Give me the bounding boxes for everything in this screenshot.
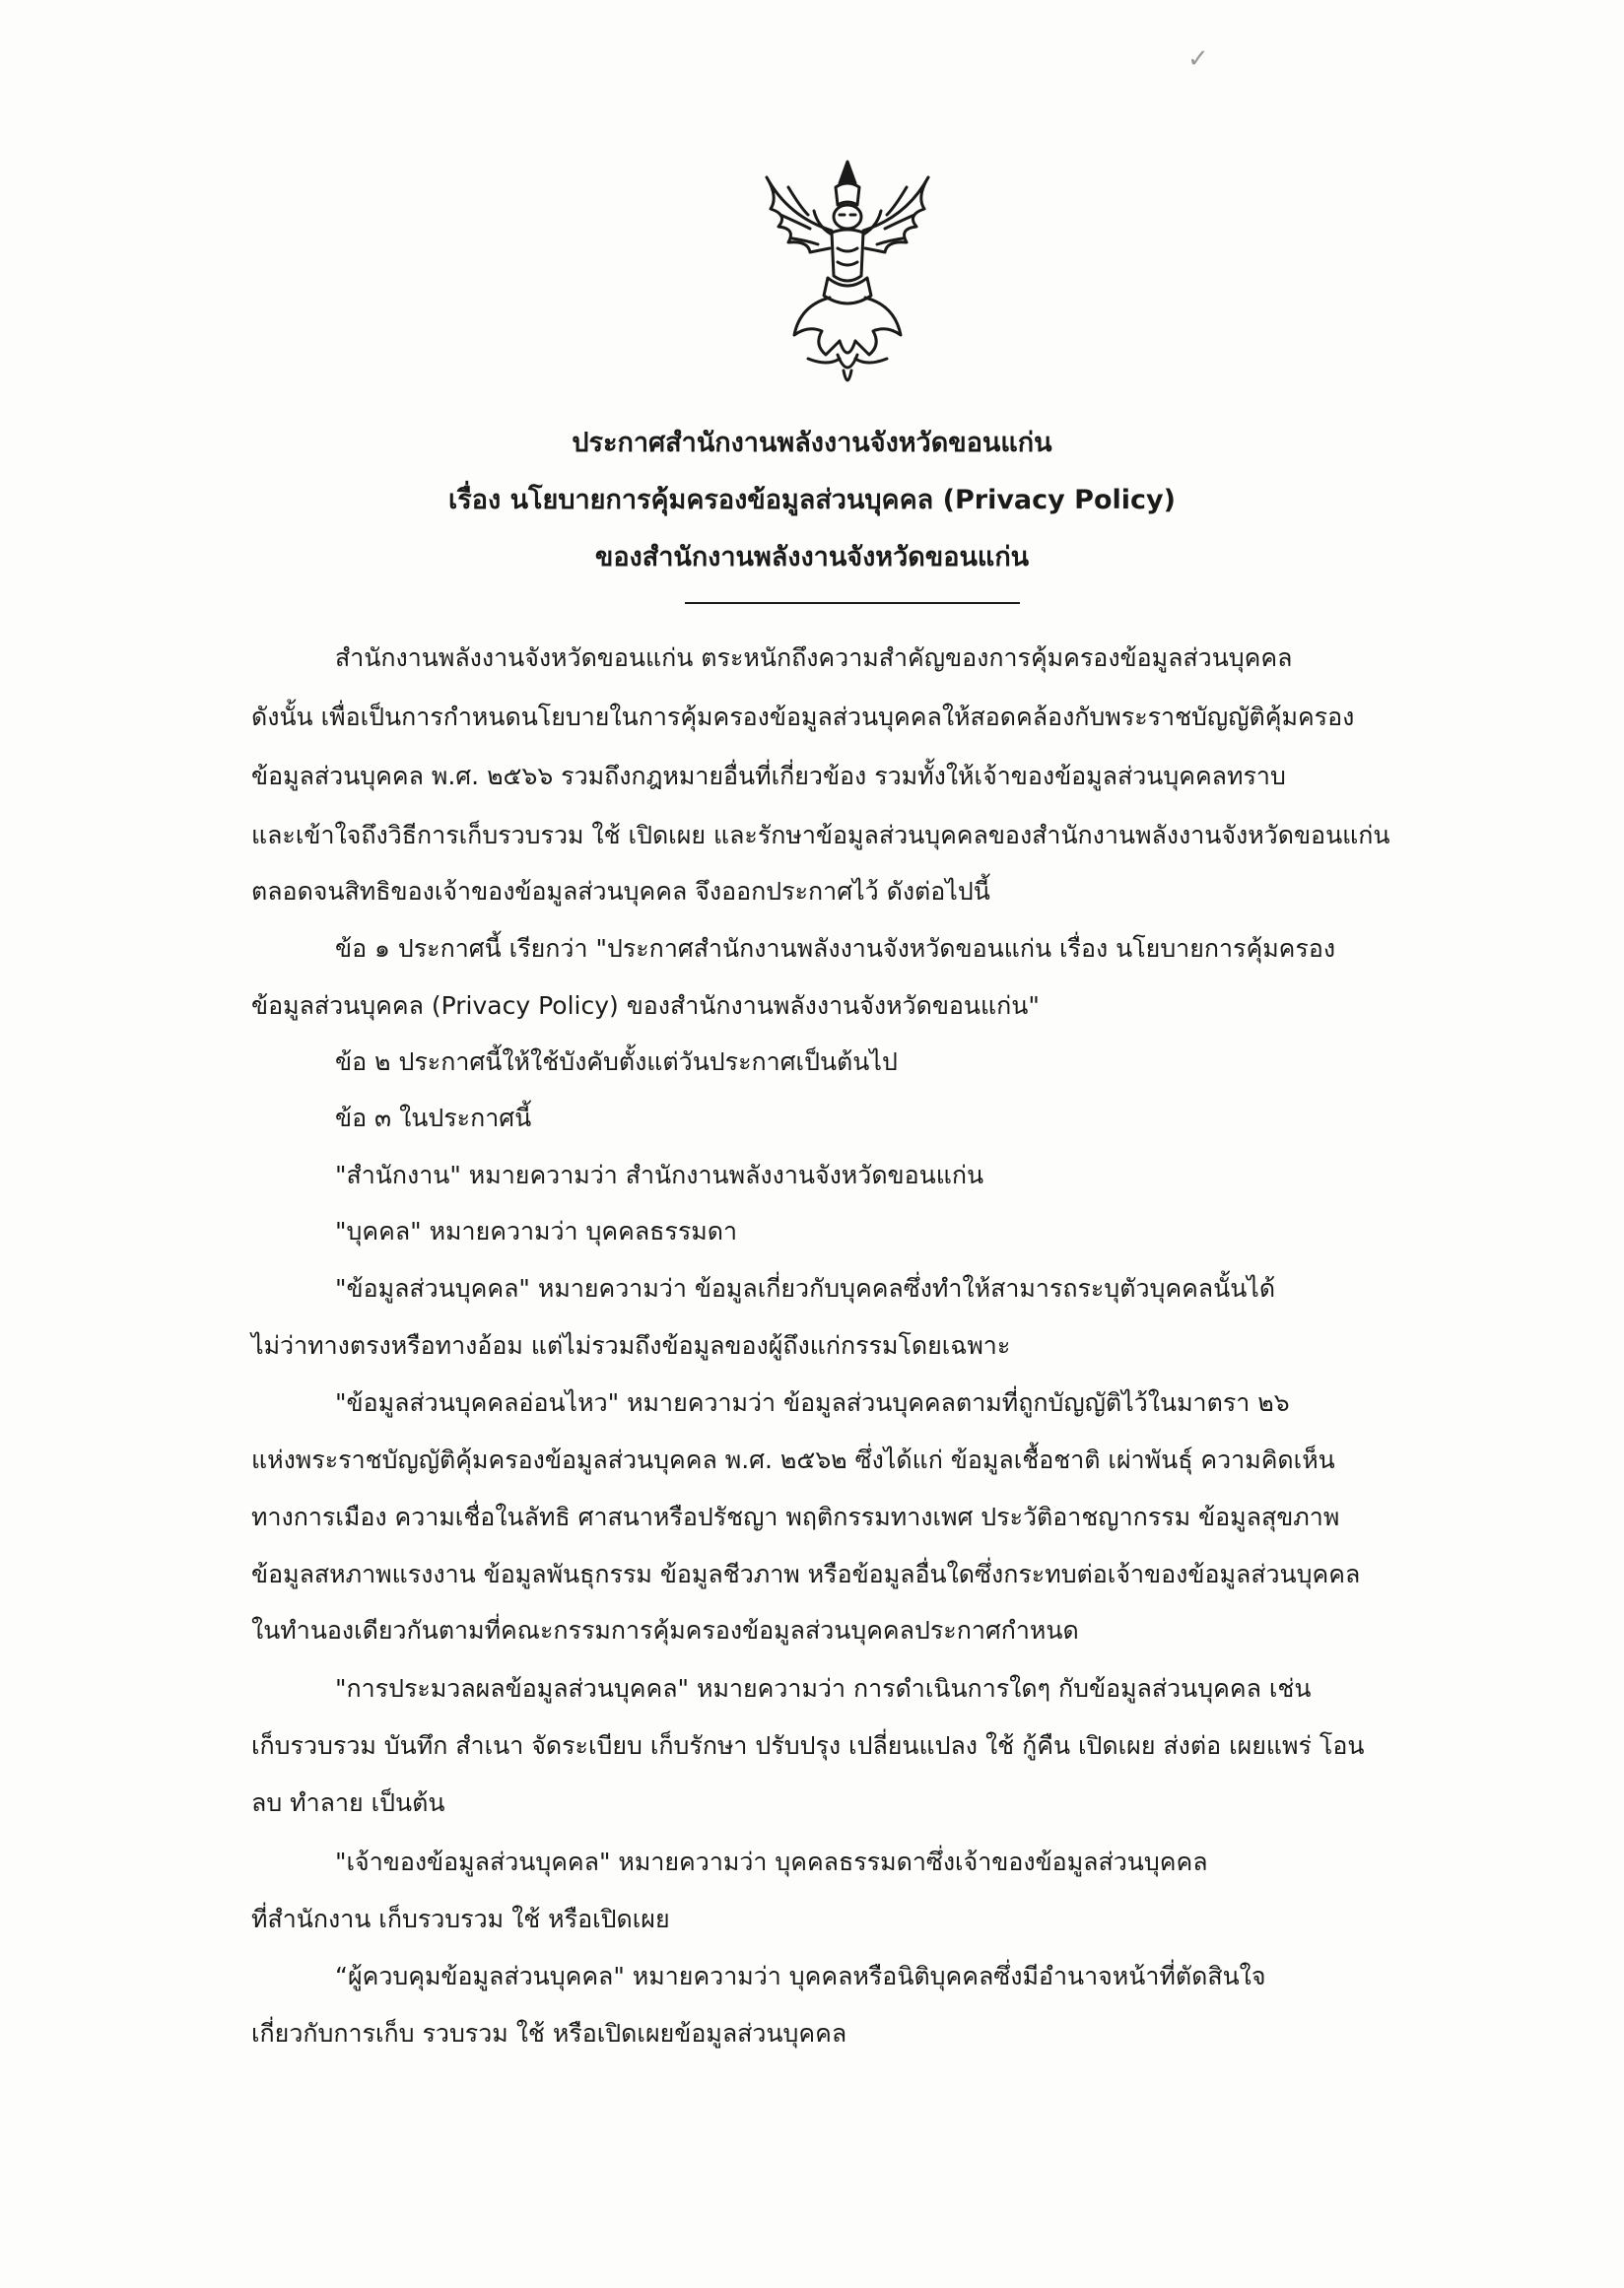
paragraph-line: และเข้าใจถึงวิธีการเก็บรวบรวม ใช้ เปิดเผย และรักษาข้อมูลส่วนบุคคลของสำนักงานพลังงานจังหวัดขอนแก่น [251, 821, 1390, 849]
definition-personal-data: "ข้อมูลส่วนบุคคล" หมายความว่า ข้อมูลเกี่ยวกับบุคคลซึ่งทำให้สามารถระบุตัวบุคคลนั้นได้ [335, 1274, 1276, 1303]
clause-2: ข้อ ๒ ประกาศนี้ให้ใช้บังคับตั้งแต่วันประกาศเป็นต้นไป [335, 1047, 898, 1076]
paragraph-line: สำนักงานพลังงานจังหวัดขอนแก่น ตระหนักถึงความสำคัญของการคุ้มครองข้อมูลส่วนบุคคล [335, 643, 1293, 672]
paragraph-line: แห่งพระราชบัญญัติคุ้มครองข้อมูลส่วนบุคคล พ.ศ. ๒๕๖๒ ซึ่งได้แก่ ข้อมูลเชื้อชาติ เผ่าพันธุ์ ความคิดเห็น [251, 1446, 1335, 1474]
paragraph-line: ข้อมูลสหภาพแรงงาน ข้อมูลพันธุกรรม ข้อมูลชีวภาพ หรือข้อมูลอื่นใดซึ่งกระทบต่อเจ้าของข้อมูลส่วนบุคคล [251, 1560, 1361, 1588]
paragraph-line: ดังนั้น เพื่อเป็นการกำหนดนโยบายในการคุ้มครองข้อมูลส่วนบุคคลให้สอดคล้องกับพระราชบัญญัติคุ้มครอง [251, 703, 1355, 731]
clause-3: ข้อ ๓ ในประกาศนี้ [335, 1104, 532, 1132]
definition-data-subject: "เจ้าของข้อมูลส่วนบุคคล" หมายความว่า บุคคลธรรมดาซึ่งเจ้าของข้อมูลส่วนบุคคล [335, 1848, 1208, 1876]
heading-line-1: ประกาศสำนักงานพลังงานจังหวัดขอนแก่น [572, 428, 1052, 458]
paragraph-line: ทางการเมือง ความเชื่อในลัทธิ ศาสนาหรือปรัชญา พฤติกรรมทางเพศ ประวัติอาชญากรรม ข้อมูลสุขภาพ [251, 1503, 1340, 1531]
paragraph-line: ที่สำนักงาน เก็บรวบรวม ใช้ หรือเปิดเผย [251, 1905, 670, 1933]
paragraph-line: เกี่ยวกับการเก็บ รวบรวม ใช้ หรือเปิดเผยข้อมูลส่วนบุคคล [251, 2019, 847, 2048]
check-mark: ✓ [1187, 44, 1209, 74]
paragraph-line: ไม่ว่าทางตรงหรือทางอ้อม แต่ไม่รวมถึงข้อมูลของผู้ถึงแก่กรรมโดยเฉพาะ [251, 1331, 1011, 1360]
paragraph-line: ในทำนองเดียวกันตามที่คณะกรรมการคุ้มครองข้อมูลส่วนบุคคลประกาศกำหนด [251, 1616, 1079, 1645]
paragraph-line: ตลอดจนสิทธิของเจ้าของข้อมูลส่วนบุคคล จึงออกประกาศไว้ ดังต่อไปนี้ [251, 877, 990, 906]
garuda-emblem-icon [749, 158, 946, 394]
heading-line-3: ของสำนักงานพลังงานจังหวัดขอนแก่น [594, 542, 1030, 572]
definition-sensitive-data: "ข้อมูลส่วนบุคคลอ่อนไหว" หมายความว่า ข้อมูลส่วนบุคคลตามที่ถูกบัญญัติไว้ในมาตรา ๒๖ [335, 1388, 1290, 1417]
paragraph-line: ข้อมูลส่วนบุคคล (Privacy Policy) ของสำนักงานพลังงานจังหวัดขอนแก่น" [251, 991, 1040, 1020]
heading-line-2: เรื่อง นโยบายการคุ้มครองข้อมูลส่วนบุคคล (Privacy Policy) [448, 485, 1176, 515]
definition-office: "สำนักงาน" หมายความว่า สำนักงานพลังงานจังหวัดขอนแก่น [335, 1161, 984, 1189]
paragraph-line: ลบ ทำลาย เป็นต้น [251, 1788, 445, 1817]
clause-1: ข้อ ๑ ประกาศนี้ เรียกว่า "ประกาศสำนักงานพลังงานจังหวัดขอนแก่น เรื่อง นโยบายการคุ้มครอง [335, 934, 1336, 963]
paragraph-line: เก็บรวบรวม บันทึก สำเนา จัดระเบียบ เก็บรักษา ปรับปรุง เปลี่ยนแปลง ใช้ กู้คืน เปิดเผย ส่งต่อ เผยแพร่ โอน [251, 1731, 1365, 1760]
paragraph-line: ข้อมูลส่วนบุคคล พ.ศ. ๒๕๖๖ รวมถึงกฎหมายอื่นที่เกี่ยวข้อง รวมทั้งให้เจ้าของข้อมูลส่วนบุคคลทราบ [251, 762, 1286, 790]
definition-person: "บุคคล" หมายความว่า บุคคลธรรมดา [335, 1217, 738, 1245]
definition-processing: "การประมวลผลข้อมูลส่วนบุคคล" หมายความว่า การดำเนินการใดๆ กับข้อมูลส่วนบุคคล เช่น [335, 1674, 1312, 1703]
heading-divider [685, 602, 1020, 604]
definition-data-controller: “ผู้ควบคุมข้อมูลส่วนบุคคล" หมายความว่า บุคคลหรือนิติบุคคลซึ่งมีอำนาจหน้าที่ตัดสินใจ [335, 1962, 1266, 1990]
